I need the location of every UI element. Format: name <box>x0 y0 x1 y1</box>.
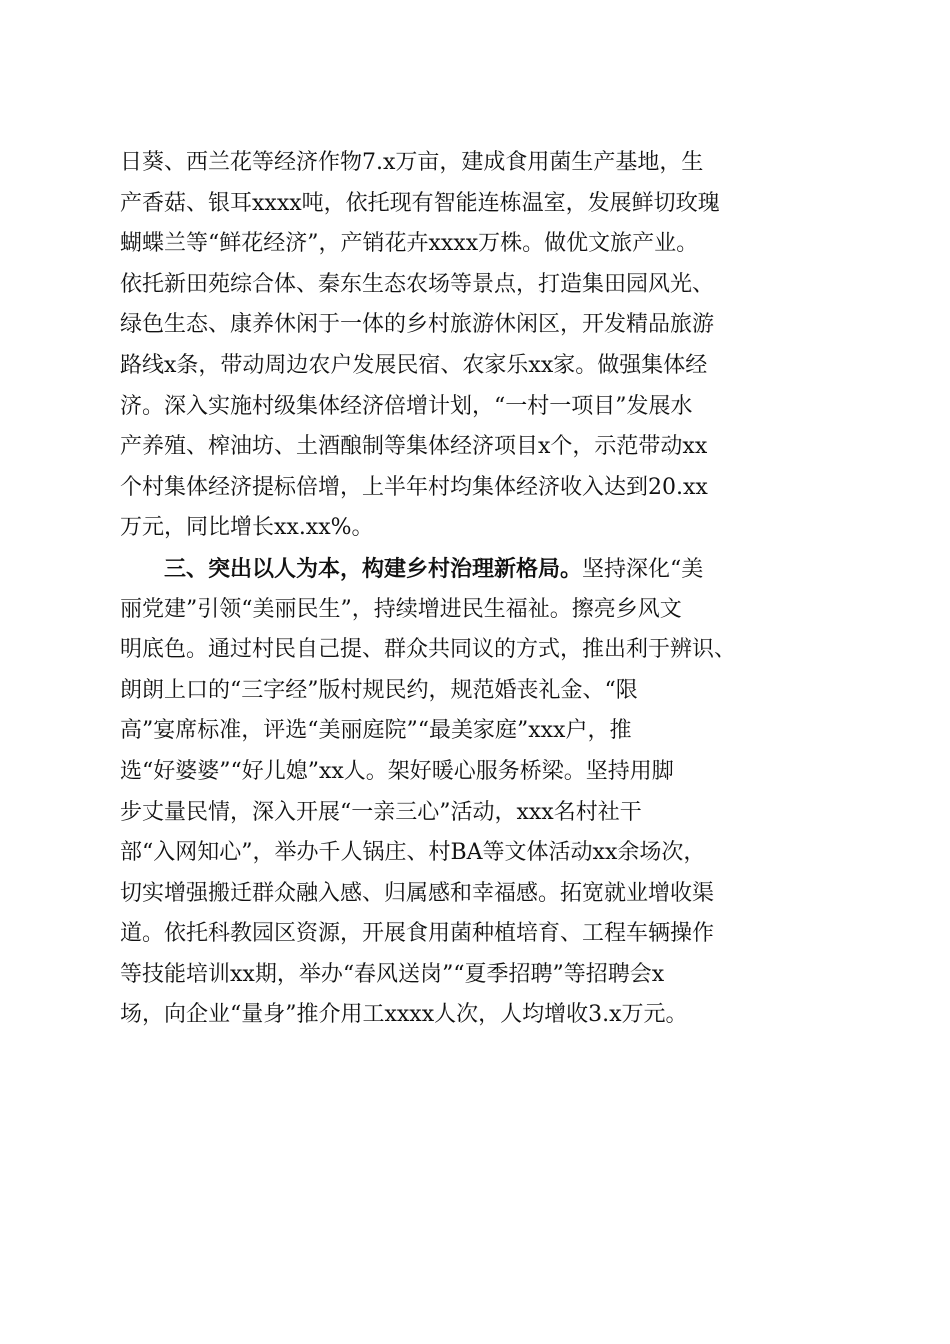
text-line: 切实增强搬迁群众融入感、归属感和幸福感。拓宽就业增收渠 <box>120 880 715 906</box>
text-line: 道。依托科教园区资源，开展食用菌种植培育、工程车辆操作 <box>120 921 715 947</box>
section-heading: 三、突出以人为本，构建乡村治理新格局。 <box>164 555 583 582</box>
text-line: 等技能培训xx期，举办“春风送岗”“夏季招聘”等招聘会x <box>120 961 665 987</box>
text-line: 朗朗上口的“三字经”版村规民约，规范婚丧礼金、“限 <box>120 677 638 703</box>
paragraph-first-line <box>120 549 832 590</box>
text-line: 万元，同比增长xx.xx%。 <box>120 515 374 541</box>
text-line: 日葵、西兰花等经济作物7.x万亩，建成食用菌生产基地，生 <box>120 150 704 175</box>
paragraph-1 <box>120 143 832 549</box>
text-line: 明底色。通过村民自己提、群众共同议的方式，推出利于辨识、 <box>120 637 737 663</box>
text-line: 济。深入实施村级集体经济倍增计划，“一村一项目”发展水 <box>120 393 693 419</box>
text-line: 产香菇、银耳xxxx吨，依托现有智能连栋温室，发展鲜切玫瑰 <box>120 190 720 216</box>
text-line: 路线x条，带动周边农户发展民宿、农家乐xx家。做强集体经 <box>120 352 708 378</box>
text-line: 绿色生态、康养休闲于一体的乡村旅游休闲区，开发精品旅游 <box>120 312 715 338</box>
text-line: 依托新田苑综合体、秦东生态农场等景点，打造集田园风光、 <box>120 271 715 297</box>
text-line: 蝴蝶兰等“鲜花经济”，产销花卉xxxx万株。做优文旅产业。 <box>120 231 699 257</box>
text-line: 选“好婆婆”“好儿媳”xx人。架好暖心服务桥梁。坚持用脚 <box>120 758 674 784</box>
text-line-rest: 坚持深化“美 <box>582 556 704 582</box>
text-line: 个村集体经济提标倍增，上半年村均集体经济收入达到20.xx <box>120 474 708 500</box>
text-line: 丽党建”引领“美丽民生”，持续增进民生福祉。擦亮乡风文 <box>120 596 682 622</box>
text-line: 步丈量民情，深入开展“一亲三心”活动，xxx名村社干 <box>120 799 642 825</box>
text-line: 产养殖、榨油坊、土酒酿制等集体经济项目x个，示范带动xx <box>120 434 708 460</box>
text-line: 场，向企业“量身”推介用工xxxx人次，人均增收3.x万元。 <box>120 1002 688 1028</box>
text-line: 高”宴席标准，评选“美丽庭院”“最美家庭”xxx户，推 <box>120 718 632 744</box>
text-line: 部“入网知心”，举办千人锅庄、村BA等文体活动xx余场次， <box>120 840 706 866</box>
paragraph-2 <box>120 549 832 1036</box>
document-body <box>120 143 832 1036</box>
